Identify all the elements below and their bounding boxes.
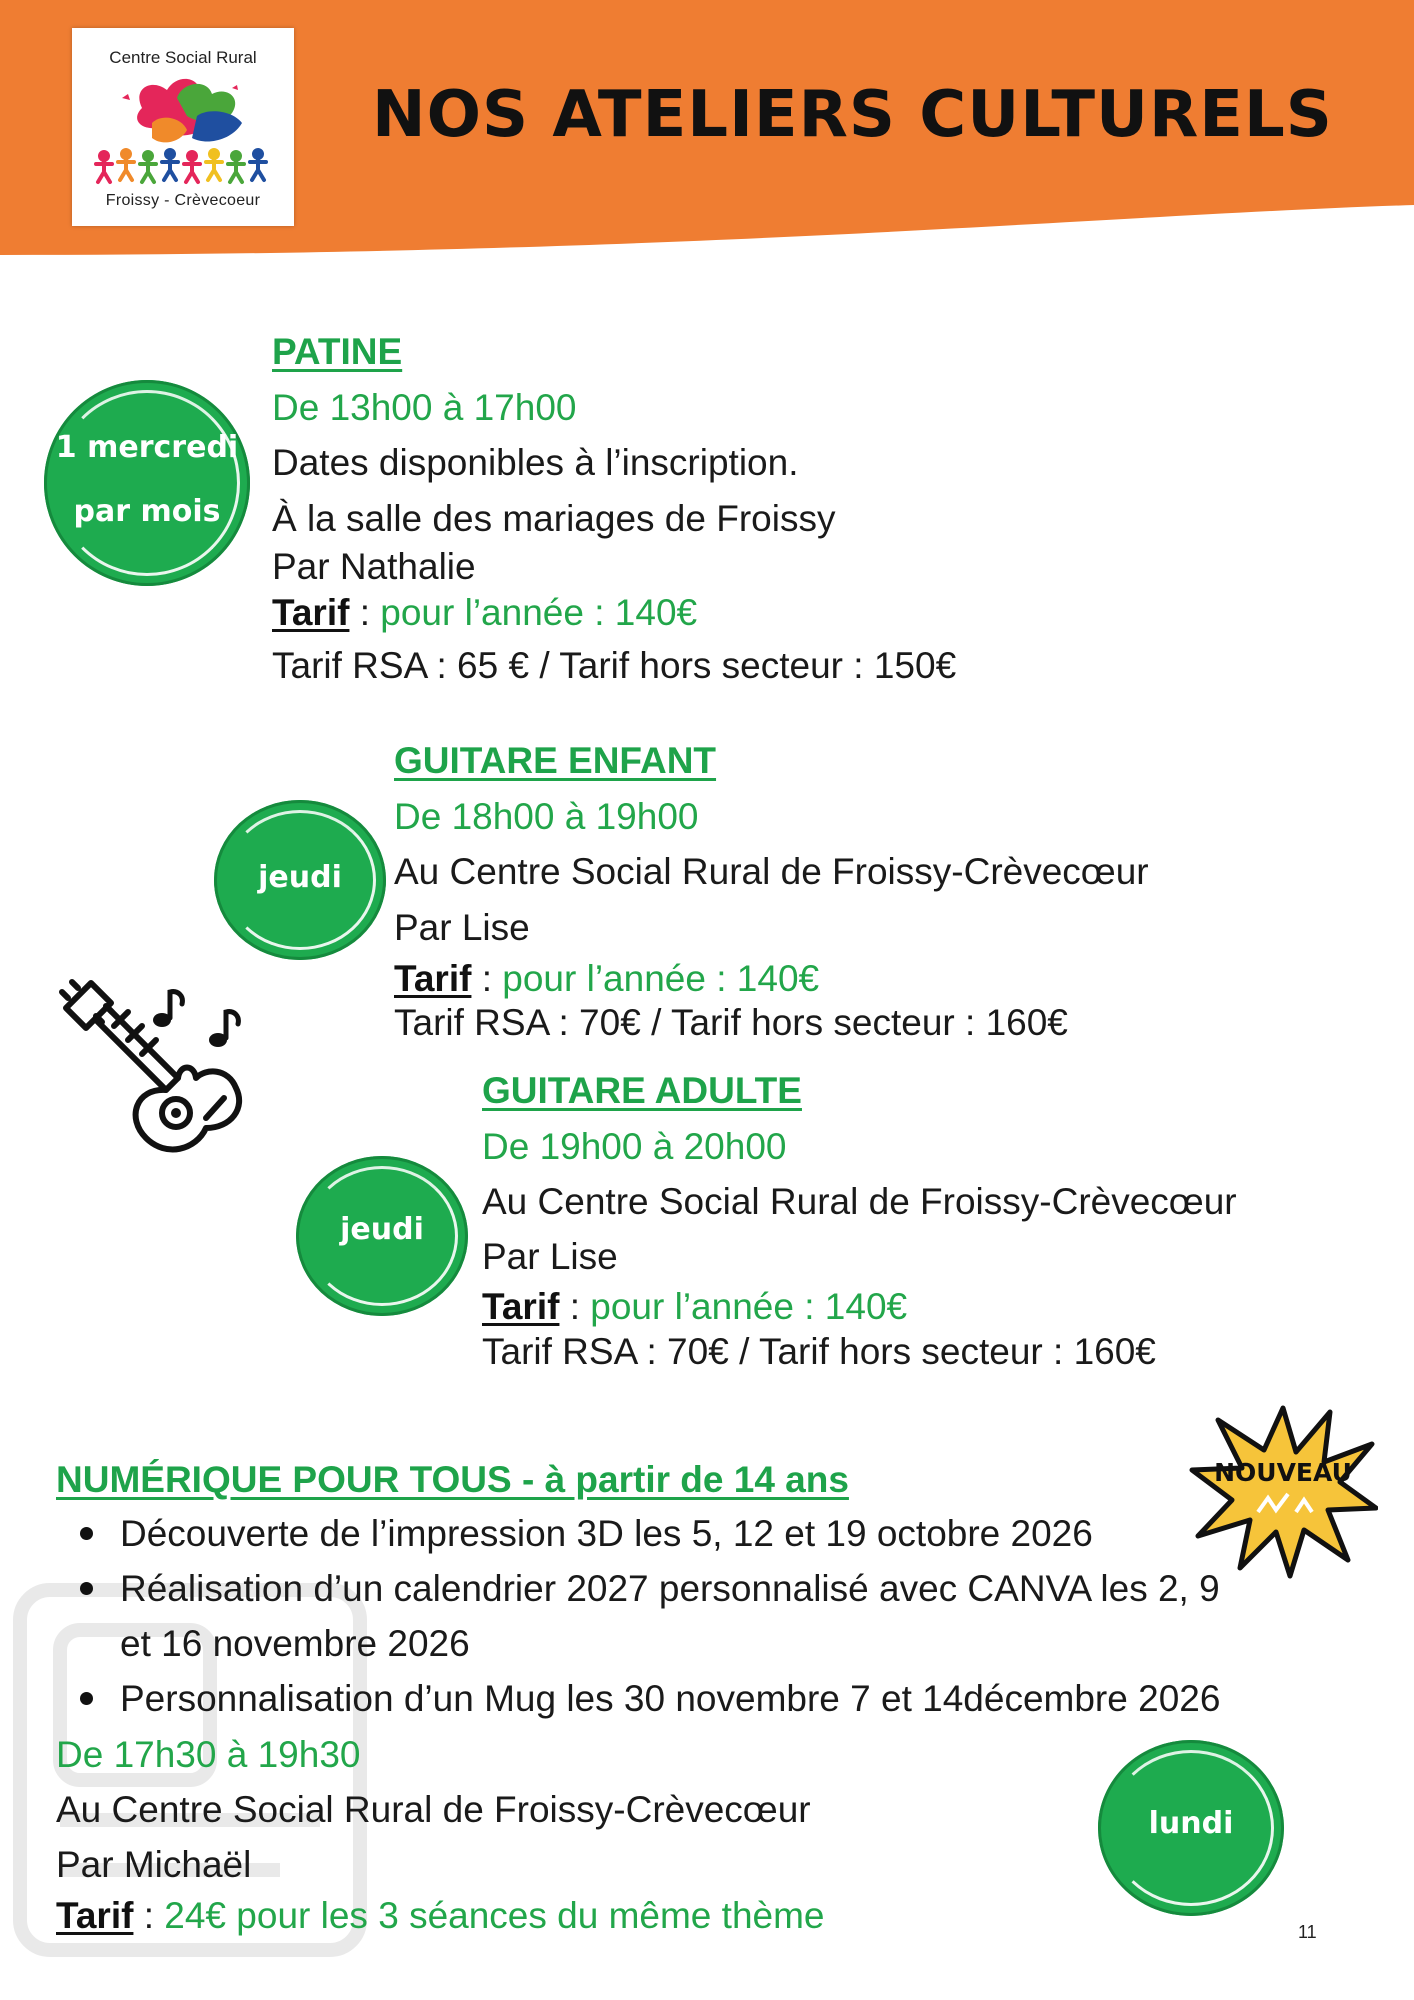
centre-social-logo <box>72 28 294 226</box>
guitare-enfant-title: GUITARE ENFANT <box>394 740 717 781</box>
patine-dates: Dates disponibles à l’inscription. <box>272 442 799 483</box>
guitare-adulte-title: GUITARE ADULTE <box>482 1070 802 1111</box>
numerique-bullet-2-cont: et 16 novembre 2026 <box>120 1623 470 1664</box>
numerique-bullet-1: Découverte de l’impression 3D les 5, 12 et 19 octobre 2026 <box>120 1513 1093 1554</box>
numerique-bullet-3: Personnalisation d’un Mug les 30 novembre 7 et 14décembre 2026 <box>120 1678 1221 1719</box>
numerique-title: NUMÉRIQUE POUR TOUS - à partir de 14 ans <box>56 1459 849 1500</box>
logo-bottom-text: Froissy - Crèvecoeur <box>105 192 261 209</box>
guitare-adulte-tarif: Tarif : pour l’année : 140€ <box>482 1286 908 1327</box>
numerique-time: De 17h30 à 19h30 <box>56 1734 361 1775</box>
numerique-by: Par Michaël <box>56 1844 252 1885</box>
page-title: NOS ATELIERS CULTURELS <box>372 78 1333 152</box>
guitare-adulte-tarif-rsa: Tarif RSA : 70€ / Tarif hors secteur : 160€ <box>482 1331 1156 1372</box>
numerique-tarif: Tarif : 24€ pour les 3 séances du même thème <box>56 1895 825 1936</box>
patine-place: À la salle des mariages de Froissy <box>272 498 836 539</box>
patine-title: PATINE <box>272 331 403 372</box>
tarif-label: Tarif <box>56 1895 134 1936</box>
bullet-dot <box>80 1527 93 1540</box>
bullet-dot <box>80 1692 93 1705</box>
tarif-label: Tarif <box>482 1286 560 1327</box>
numerique-day-badge: lundi <box>1098 1740 1284 1916</box>
logo-top-text: Centre Social Rural <box>109 48 257 67</box>
guitare-enfant-place: Au Centre Social Rural de Froissy-Crèvecœur <box>394 851 1149 892</box>
guitar-icon <box>56 968 256 1168</box>
guitare-enfant-tarif-rsa: Tarif RSA : 70€ / Tarif hors secteur : 160€ <box>394 1002 1068 1043</box>
page-number: 11 <box>1298 1922 1317 1942</box>
guitare-enfant-tarif: Tarif : pour l’année : 140€ <box>394 958 820 999</box>
guitare-enfant-by: Par Lise <box>394 907 530 948</box>
patine-time: De 13h00 à 17h00 <box>272 387 577 428</box>
guitare-adulte-place: Au Centre Social Rural de Froissy-Crèvecœur <box>482 1181 1237 1222</box>
guitare-adulte-day-badge: jeudi <box>296 1156 468 1316</box>
nouveau-badge-text: NOUVEAU <box>1214 1458 1352 1487</box>
tarif-value: pour l’année : 140€ <box>590 1286 908 1327</box>
tarif-value: 24€ pour les 3 séances du même thème <box>164 1895 825 1936</box>
tarif-value: pour l’année : 140€ <box>380 592 698 633</box>
tarif-label: Tarif <box>272 592 350 633</box>
bullet-dot <box>80 1582 93 1595</box>
tarif-label: Tarif <box>394 958 472 999</box>
patine-day-badge: 1 mercredi par mois <box>44 380 250 586</box>
guitare-adulte-by: Par Lise <box>482 1236 618 1277</box>
patine-tarif: Tarif : pour l’année : 140€ <box>272 592 698 633</box>
patine-tarif-rsa: Tarif RSA : 65 € / Tarif hors secteur : 150€ <box>272 645 957 686</box>
guitare-adulte-time: De 19h00 à 20h00 <box>482 1126 787 1167</box>
numerique-place: Au Centre Social Rural de Froissy-Crèvecœur <box>56 1789 811 1830</box>
paint-hands-icon <box>82 68 284 192</box>
patine-by: Par Nathalie <box>272 546 476 587</box>
nouveau-starburst-icon <box>1188 1400 1378 1580</box>
tarif-value: pour l’année : 140€ <box>502 958 820 999</box>
numerique-bullet-2: Réalisation d’un calendrier 2027 personnalisé avec CANVA les 2, 9 <box>120 1568 1220 1609</box>
guitare-enfant-day-badge: jeudi <box>214 800 386 960</box>
guitare-enfant-time: De 18h00 à 19h00 <box>394 796 699 837</box>
